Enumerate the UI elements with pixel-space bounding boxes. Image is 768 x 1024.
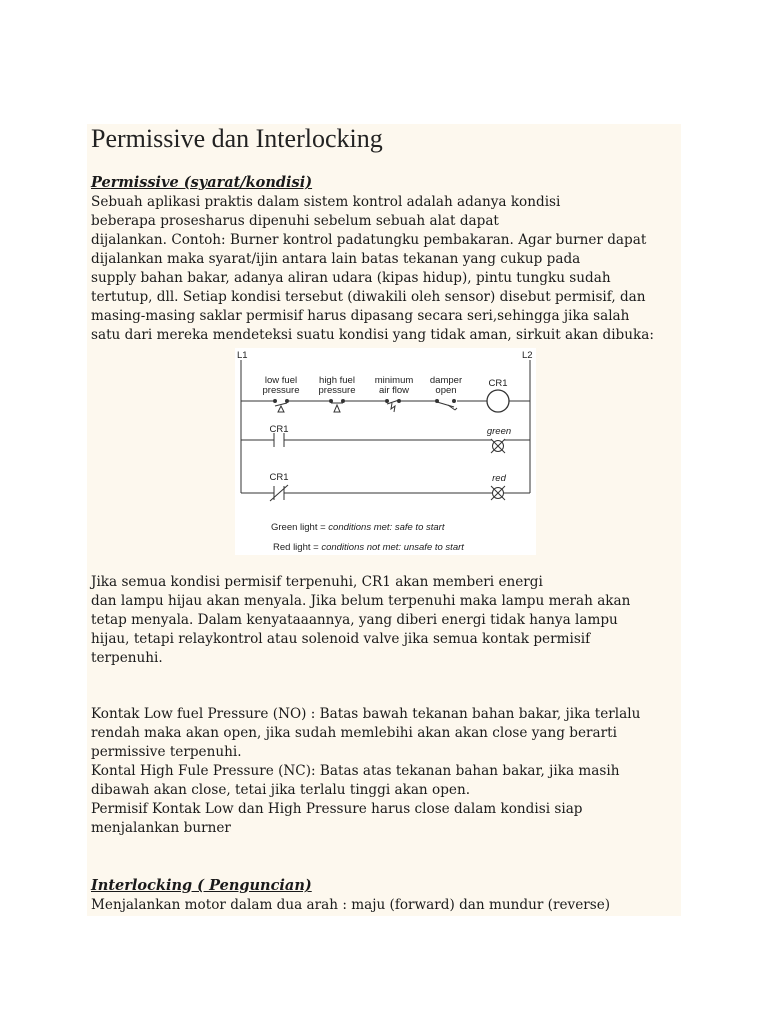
body-line: supply bahan bakar, adanya aliran udara (kipas hidup), pintu tungku sudah: [91, 270, 611, 286]
body-line: Kontal High Fule Pressure (NC): Batas atas tekanan bahan bakar, jika masih: [91, 763, 620, 779]
cr1-contact-label: CR1: [269, 424, 289, 435]
body-line: Kontak Low fuel Pressure (NO) : Batas bawah tekanan bahan bakar, jika terlalu: [91, 706, 641, 722]
contact-label: air flow: [378, 385, 410, 396]
legend-red: Red light = conditions not met: unsafe to start: [273, 542, 464, 553]
cr1-coil-icon: [487, 390, 509, 412]
contact-label: pressure: [318, 385, 356, 396]
body-line: dan lampu hijau akan menyala. Jika belum terpenuhi maka lampu merah akan: [91, 593, 631, 609]
red-lamp-icon: [491, 486, 505, 500]
red-lamp-label: red: [492, 473, 506, 484]
body-line: satu dari mereka mendeteksi suatu kondisi yang tidak aman, sirkuit akan dibuka:: [91, 327, 654, 343]
contact-label: minimum: [374, 375, 414, 386]
body-line: Menjalankan motor dalam dua arah : maju (forward) dan mundur (reverse): [91, 897, 611, 913]
cr1-contact-label: CR1: [269, 472, 289, 483]
body-line: menjalankan burner: [91, 820, 231, 836]
body-line: tertutup, dll. Setiap kondisi tersebut (diwakili oleh sensor) disebut permisif, dan: [91, 289, 646, 305]
body-line: rendah maka akan open, jika sudah memlebihi akan akan close yang berarti: [91, 725, 617, 741]
legend-green: Green light = conditions met: safe to start: [271, 522, 445, 533]
body-line: permissive terpenuhi.: [91, 744, 242, 760]
body-line: dijalankan. Contoh: Burner kontrol padatungku pembakaran. Agar burner dapat: [91, 232, 647, 248]
body-line: dibawah akan close, tetai jika terlalu tinggi akan open.: [91, 782, 471, 798]
body-line: Jika semua kondisi permisif terpenuhi, CR1 akan memberi energi: [91, 574, 543, 590]
green-lamp-label: green: [486, 426, 512, 437]
body-line: Permisif Kontak Low dan High Pressure harus close dalam kondisi siap: [91, 801, 583, 817]
body-line: dijalankan maka syarat/ijin antara lain batas tekanan yang cukup pada: [91, 251, 581, 267]
contact-label: open: [435, 385, 457, 396]
coil-label: CR1: [488, 378, 508, 389]
rail-l1-label: L1: [237, 350, 248, 361]
body-line: terpenuhi.: [91, 650, 163, 666]
body-line: Sebuah aplikasi praktis dalam sistem kontrol adalah adanya kondisi: [91, 194, 561, 210]
green-lamp-icon: [491, 439, 505, 453]
contact-label: pressure: [262, 385, 300, 396]
contact-label: damper: [429, 375, 463, 386]
contact-label: high fuel: [319, 375, 355, 386]
ladder-diagram-svg: [235, 348, 536, 555]
rail-l2-label: L2: [522, 350, 533, 361]
section-heading-permissive: Permissive (syarat/kondisi): [91, 174, 313, 191]
ladder-diagram: [235, 348, 536, 555]
body-line: masing-masing saklar permisif harus dipasang secara seri,sehingga jika salah: [91, 308, 630, 324]
contact-label: low fuel: [264, 375, 298, 386]
page-title: Permissive dan Interlocking: [91, 124, 383, 153]
body-line: beberapa prosesharus dipenuhi sebelum sebuah alat dapat: [91, 213, 499, 229]
section-heading-interlocking: Interlocking ( Penguncian): [91, 877, 312, 894]
body-line: tetap menyala. Dalam kenyataaannya, yang diberi energi tidak hanya lampu: [91, 612, 618, 628]
body-line: hijau, tetapi relaykontrol atau solenoid valve jika semua kontak permisif: [91, 631, 591, 647]
